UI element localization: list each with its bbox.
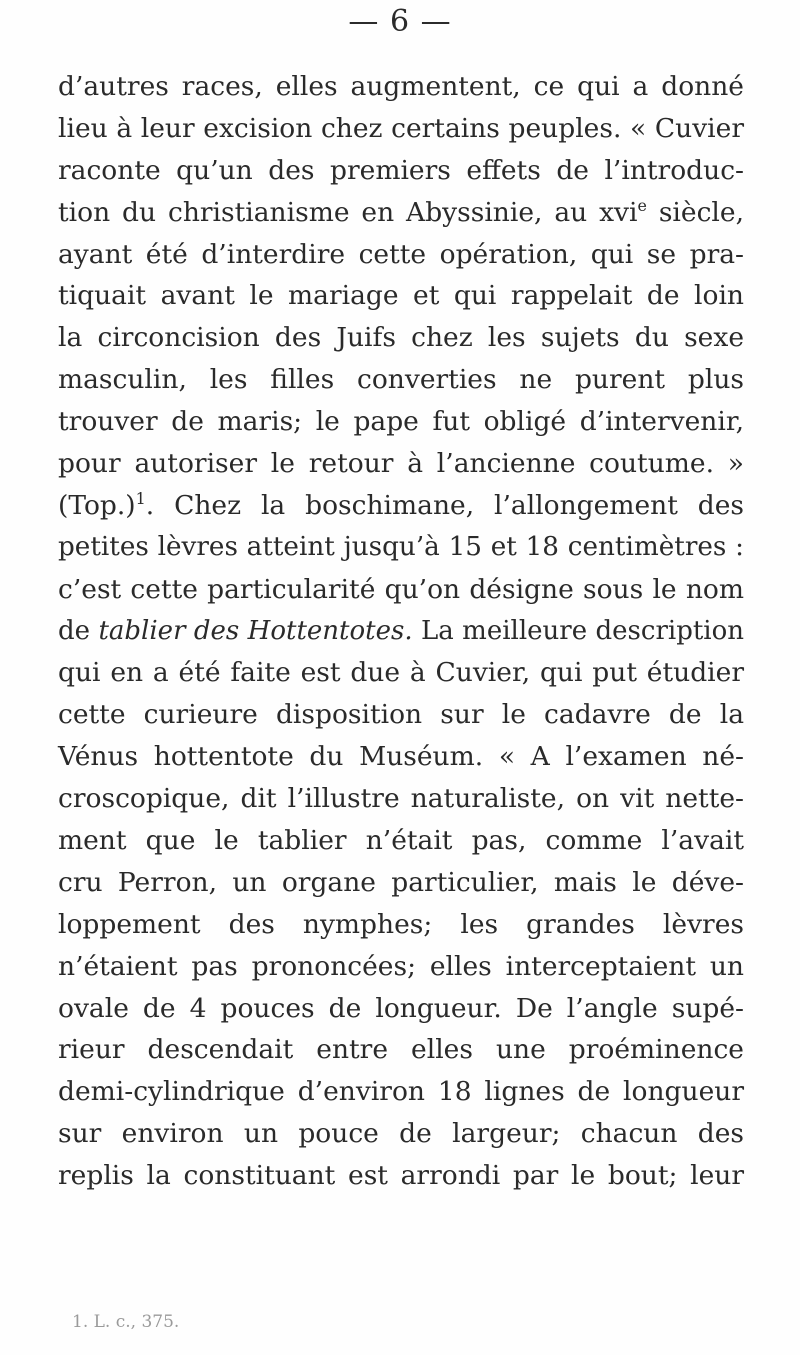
text-line: pour autoriser le retour à l’ancienne coutume. »	[58, 448, 744, 480]
text-line: Vénus hottentote du Muséum. « A l’examen né-	[58, 741, 744, 773]
text-line: replis la constituant est arrondi par le bout; leur	[58, 1160, 744, 1192]
text-line: demi-cylindrique d’environ 18 lignes de longueur	[58, 1076, 744, 1108]
text-line-start: (Top.)	[58, 489, 136, 521]
footnote: 1. L. c., 375.	[72, 1312, 180, 1332]
text-line	[58, 485, 744, 527]
text-line: petites lèvres atteint jusqu’à 15 et 18 centimètres :	[58, 531, 744, 562]
text-line	[58, 192, 744, 234]
text-line-end: La meilleure description	[412, 615, 745, 646]
text-line: d’autres races, elles augmentent, ce qui a donné	[58, 71, 744, 102]
text-line: loppement des nymphes; les grandes lèvres	[58, 908, 744, 940]
text-line: cru Perron, un organe particulier, mais le déve-	[58, 866, 744, 898]
text-line: ovale de 4 pouces de longueur. De l’angle supé-	[58, 992, 744, 1024]
text-line: raconte qu’un des premiers effets de l’introduc-	[58, 154, 744, 186]
text-line: lieu à leur excision chez certains peuples. « Cuvier	[58, 112, 744, 144]
text-line-start: de	[58, 615, 99, 646]
text-line: croscopique, dit l’illustre naturaliste, on vit nette-	[58, 783, 744, 815]
century-superscript: e	[637, 195, 647, 215]
text-line-start: tion du christianisme en Abyssinie, au xvi	[58, 196, 638, 228]
body-text	[58, 66, 744, 1197]
text-line: sur environ un pouce de largeur; chacun des	[58, 1118, 744, 1150]
text-line: n’étaient pas prononcées; elles interceptaient un	[58, 950, 744, 982]
text-line: qui en a été faite est due à Cuvier, qui put étudier	[58, 657, 744, 689]
text-line	[58, 611, 744, 653]
text-line: tiquait avant le mariage et qui rappelait de loin	[58, 280, 744, 312]
text-line: trouver de maris; le pape fut obligé d’intervenir,	[58, 406, 744, 438]
text-line: c’est cette particularité qu’on désigne sous le nom	[58, 573, 744, 605]
text-line: la circoncision des Juifs chez les sujets du sexe	[58, 322, 744, 354]
text-line-end: siècle,	[646, 196, 745, 228]
text-line-end: . Chez la boschimane, l’allongement des	[145, 489, 744, 521]
text-line: rieur descendait entre elles une proéminence	[58, 1034, 744, 1066]
text-line: ment que le tablier n’était pas, comme l’avait	[58, 825, 744, 857]
text-line: cette curieure disposition sur le cadavre de la	[58, 699, 744, 731]
footnote-reference: 1	[135, 489, 146, 509]
text-line: ayant été d’interdire cette opération, qui se pra-	[58, 238, 744, 270]
italic-term: tablier des Hottentotes.	[98, 615, 413, 646]
text-line: masculin, les filles converties ne purent plus	[58, 364, 744, 396]
page-number: — 6 —	[348, 4, 452, 39]
